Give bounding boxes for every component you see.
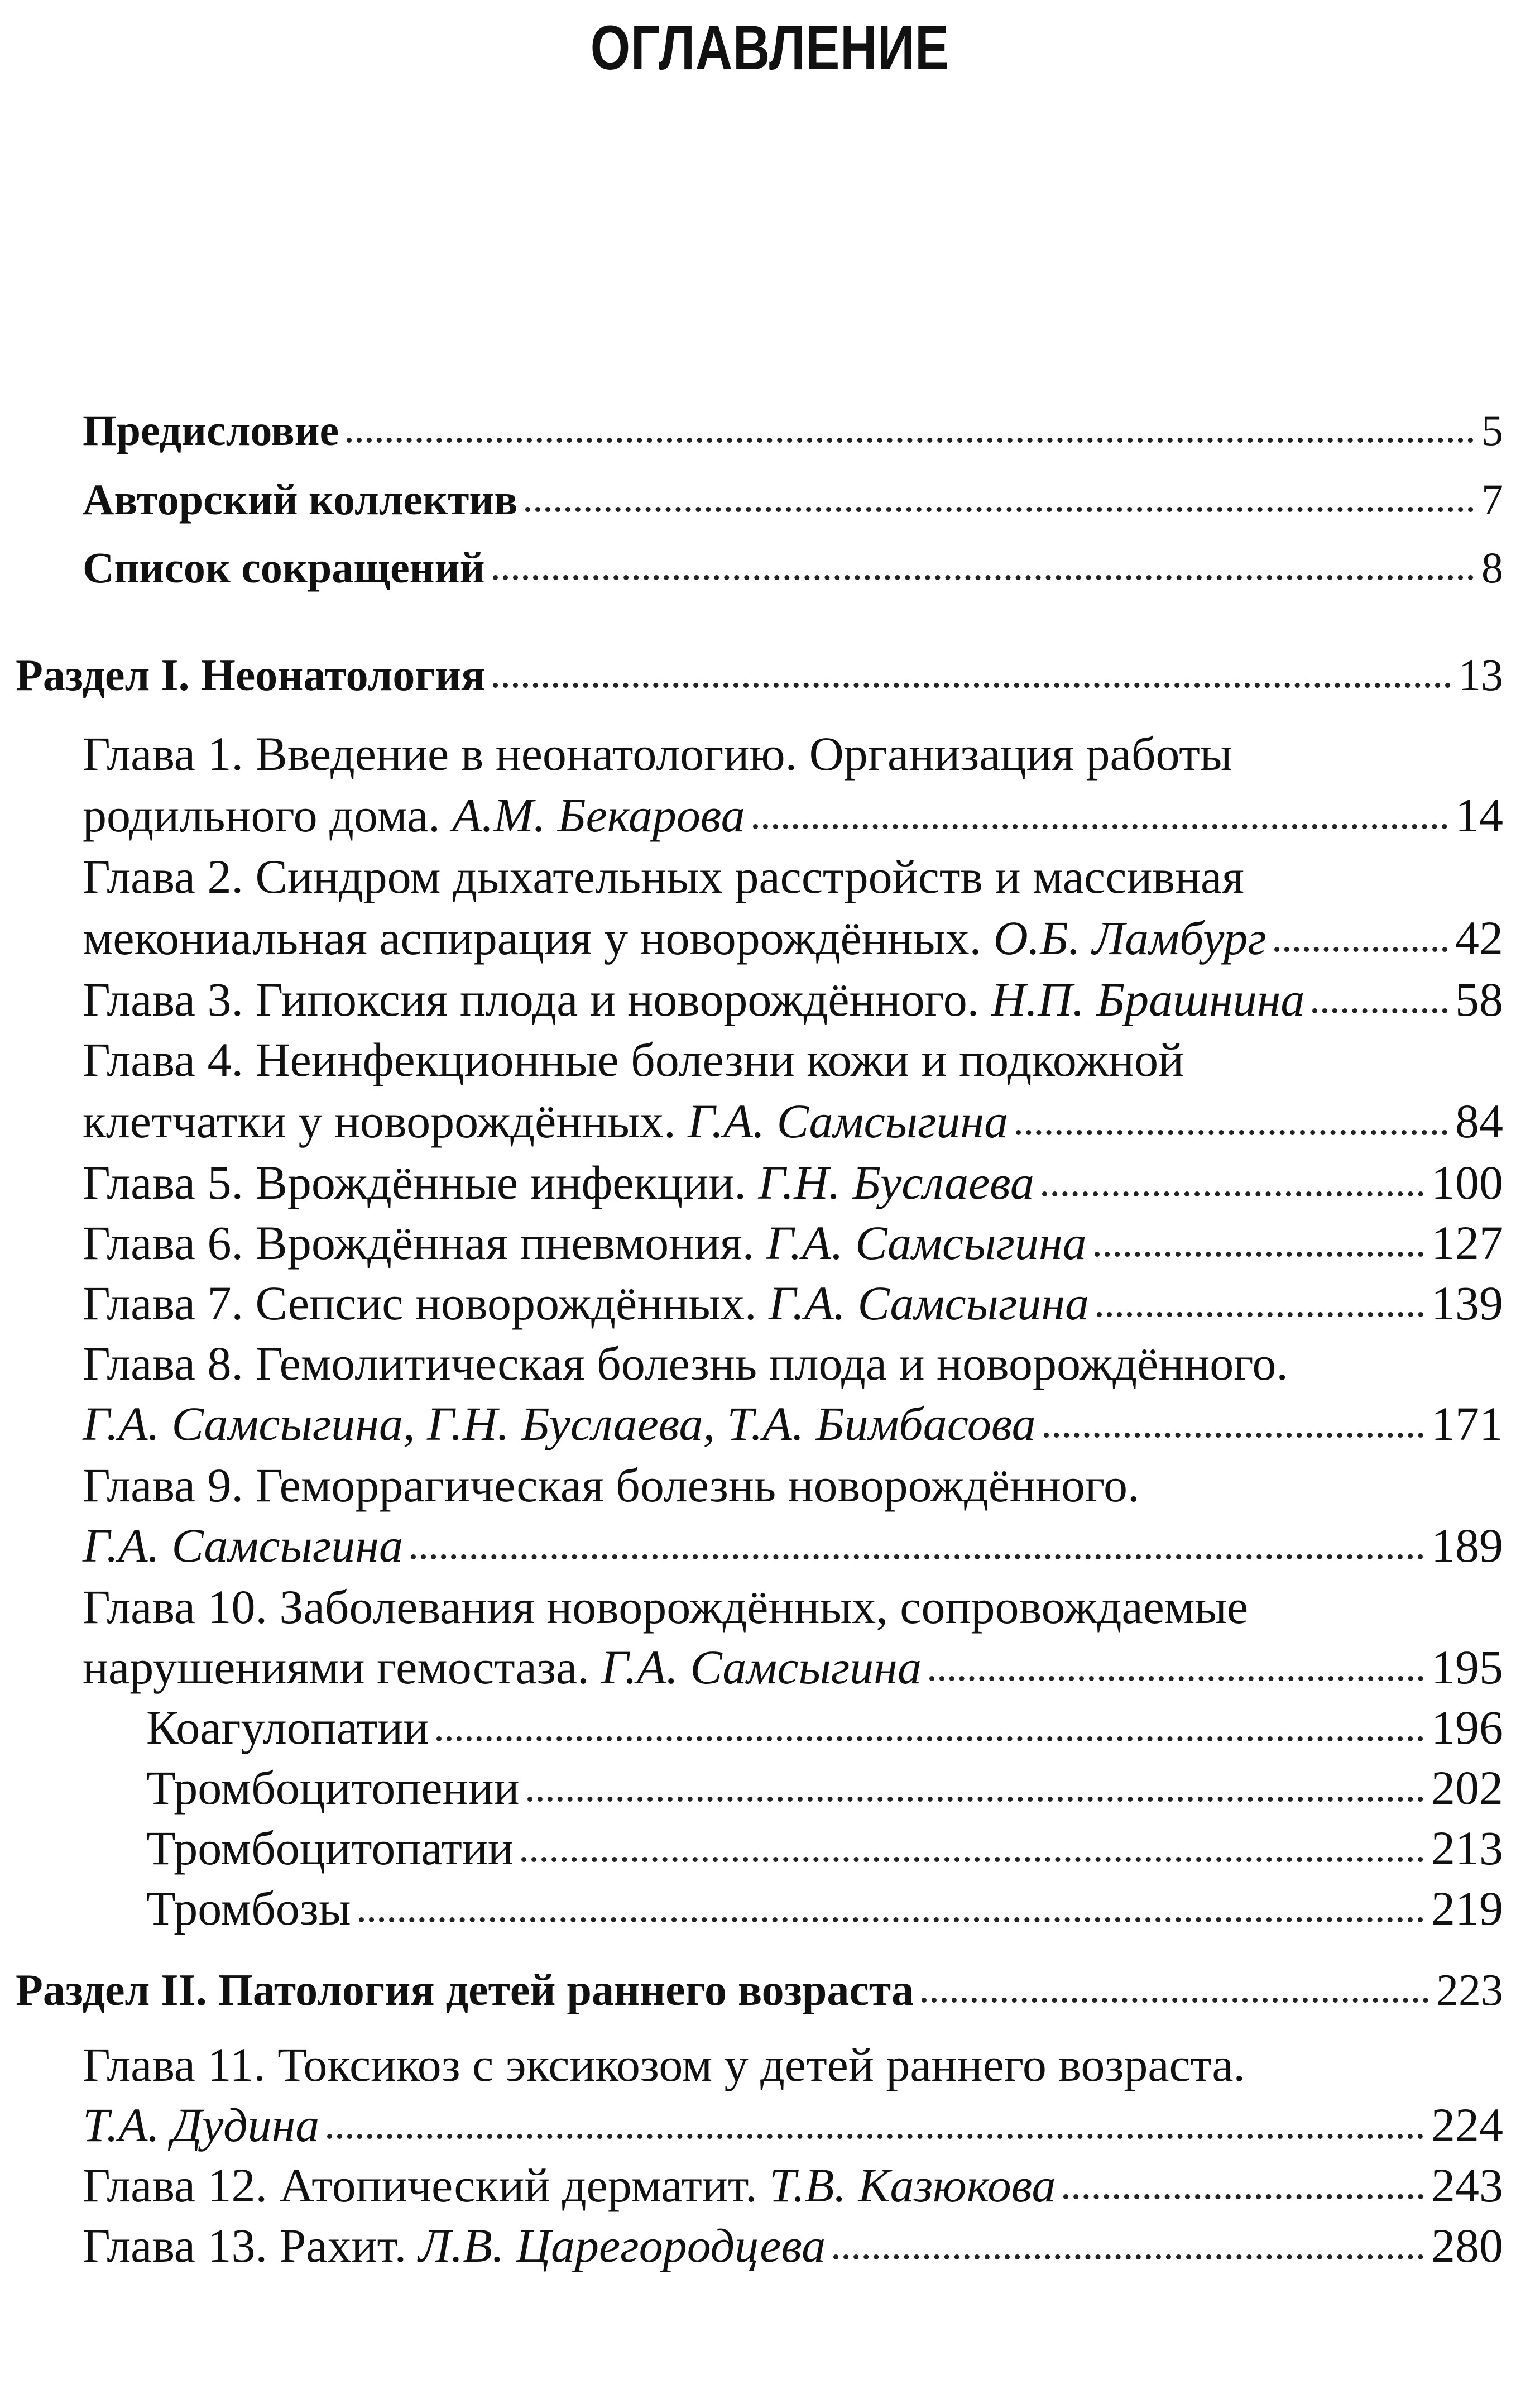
dot-leader [929, 1676, 1423, 1681]
entry-title: Глава 5. Врождённые инфекции. [83, 1156, 746, 1209]
toc-section-1[interactable] [16, 650, 1503, 711]
dot-leader [359, 1917, 1423, 1922]
entry-title: Тромбозы [146, 1882, 351, 1935]
toc-entry-chapter-9[interactable] [83, 1517, 1503, 1578]
entry-title: Глава 7. Сепсис новорождённых. [83, 1276, 757, 1330]
page-number: 127 [1431, 1216, 1503, 1270]
toc-subentry-thrombocytopenias[interactable] [146, 1760, 1503, 1820]
dot-leader [525, 507, 1474, 512]
section-title: Раздел I. Неонатология [16, 651, 486, 700]
dot-leader [493, 683, 1451, 688]
toc-section-2[interactable] [16, 1965, 1503, 2026]
toc-entry-chapter-3[interactable] [83, 971, 1503, 1032]
toc-entry-preface[interactable] [83, 405, 1503, 466]
page-number: 8 [1481, 543, 1503, 592]
toc-entry-chapter-10[interactable] [83, 1639, 1503, 1700]
entry-title: Глава 6. Врождённая пневмония. [83, 1216, 755, 1270]
dot-leader [922, 1998, 1428, 2003]
page-title: ОГЛАВЛЕНИЕ [590, 13, 950, 83]
dot-leader [1042, 1191, 1423, 1196]
entry-title: Тромбоцитопатии [146, 1821, 514, 1875]
entry-title: Глава 13. Рахит. [83, 2219, 407, 2272]
entry-author: Г.А. Самсыгина, Г.Н. Буслаева, Т.А. Бимбасова [83, 1397, 1036, 1450]
dot-leader [527, 1797, 1423, 1802]
dot-leader [1016, 1130, 1447, 1135]
page-number: 13 [1459, 651, 1503, 700]
dot-leader [1095, 1252, 1423, 1257]
toc-entry-chapter-7[interactable] [83, 1275, 1503, 1335]
entry-title: Коагулопатии [146, 1701, 429, 1754]
section-title: Раздел II. Патология детей раннего возраста [16, 1966, 914, 2015]
entry-title: нарушениями гемостаза. [83, 1640, 589, 1694]
chapter-8-title-line: Глава 8. Гемолитическая болезнь плода и новорождённого. [83, 1337, 1288, 1390]
dot-leader [327, 2134, 1423, 2139]
dot-leader [1274, 947, 1447, 952]
dot-leader [411, 1554, 1423, 1559]
dot-leader [347, 438, 1474, 443]
entry-title: Тромбоцитопении [146, 1761, 520, 1815]
entry-author: Н.П. Брашнина [991, 973, 1305, 1026]
toc-entry-chapter-4[interactable] [83, 1093, 1503, 1153]
toc-subentry-thrombocytopathies[interactable] [146, 1820, 1503, 1880]
dot-leader [833, 2254, 1423, 2259]
entry-title: мекониальная аспирация у новорождённых. [83, 911, 982, 965]
entry-title: Глава 12. Атопический дерматит. [83, 2158, 757, 2212]
page-number: 196 [1431, 1701, 1503, 1754]
dot-leader [436, 1736, 1423, 1741]
page-number: 224 [1431, 2098, 1503, 2152]
page-number: 189 [1431, 1519, 1503, 1572]
page-number: 14 [1455, 788, 1503, 842]
chapter-4-title-line: Глава 4. Неинфекционные болезни кожи и подкожной [83, 1033, 1184, 1086]
entry-author: Т.В. Казюкова [769, 2158, 1056, 2212]
dot-leader [1312, 1008, 1447, 1013]
entry-author: Г.А. Самсыгина [83, 1519, 403, 1572]
dot-leader [521, 1857, 1423, 1862]
toc-subentry-coagulopathies[interactable] [146, 1700, 1503, 1760]
dot-leader [1097, 1312, 1423, 1317]
toc-entry-chapter-5[interactable] [83, 1155, 1503, 1215]
entry-author: Т.А. Дудина [83, 2098, 320, 2152]
entry-author: Г.А. Самсыгина [769, 1276, 1089, 1330]
page-number: 223 [1436, 1966, 1503, 2015]
toc-entry-authors[interactable] [83, 475, 1503, 535]
entry-title: родильного дома. [83, 788, 440, 842]
chapter-10-title-line: Глава 10. Заболевания новорождённых, сопровождаемые [83, 1580, 1249, 1634]
entry-author: А.М. Бекарова [452, 788, 745, 842]
toc-entry-chapter-1[interactable] [83, 787, 1503, 848]
page-number: 243 [1431, 2158, 1503, 2212]
toc-entry-abbreviations[interactable] [83, 543, 1503, 603]
entry-author: Л.В. Царегородцева [418, 2219, 826, 2272]
entry-title: Глава 3. Гипоксия плода и новорождённого. [83, 973, 980, 1026]
entry-author: О.Б. Ламбург [993, 911, 1266, 965]
entry-author: Г.Н. Буслаева [758, 1156, 1034, 1209]
page-number: 202 [1431, 1761, 1503, 1815]
page-number: 280 [1431, 2219, 1503, 2272]
toc-entry-chapter-11[interactable] [83, 2097, 1503, 2157]
page-number: 42 [1455, 911, 1503, 965]
page-number: 100 [1431, 1156, 1503, 1209]
page-number: 5 [1481, 406, 1503, 454]
chapter-9-title-line: Глава 9. Геморрагическая болезнь новорождённого. [83, 1458, 1140, 1512]
page-number: 171 [1431, 1397, 1503, 1450]
toc-entry-chapter-12[interactable] [83, 2157, 1503, 2218]
toc-subentry-thromboses[interactable] [146, 1880, 1503, 1941]
entry-title: клетчатки у новорождённых. [83, 1094, 676, 1148]
page-number: 58 [1455, 973, 1503, 1026]
toc-entry-chapter-8[interactable] [83, 1396, 1503, 1456]
entry-author: Г.А. Самсыгина [688, 1094, 1009, 1148]
toc-entry-chapter-13[interactable] [83, 2218, 1503, 2278]
entry-title: Предисловие [83, 406, 339, 454]
page-number: 213 [1431, 1821, 1503, 1875]
entry-author: Г.А. Самсыгина [766, 1216, 1087, 1270]
dot-leader [1063, 2194, 1423, 2199]
toc-entry-chapter-2[interactable] [83, 910, 1503, 970]
page-number: 195 [1431, 1640, 1503, 1694]
page-number: 139 [1431, 1276, 1503, 1330]
chapter-2-title-line: Глава 2. Синдром дыхательных расстройств и массивная [83, 850, 1244, 903]
page-number: 84 [1455, 1094, 1503, 1148]
entry-title: Список сокращений [83, 543, 485, 592]
toc-entry-chapter-6[interactable] [83, 1215, 1503, 1275]
dot-leader [753, 824, 1447, 829]
dot-leader [493, 575, 1474, 580]
entry-title: Авторский коллектив [83, 475, 518, 524]
chapter-11-title-line: Глава 11. Токсикоз с эксикозом у детей раннего возраста. [83, 2038, 1246, 2091]
dot-leader [1044, 1433, 1423, 1438]
page-number: 219 [1431, 1882, 1503, 1935]
chapter-1-title-line: Глава 1. Введение в неонатологию. Организация работы [83, 727, 1232, 781]
page-number: 7 [1481, 475, 1503, 524]
entry-author: Г.А. Самсыгина [601, 1640, 922, 1694]
